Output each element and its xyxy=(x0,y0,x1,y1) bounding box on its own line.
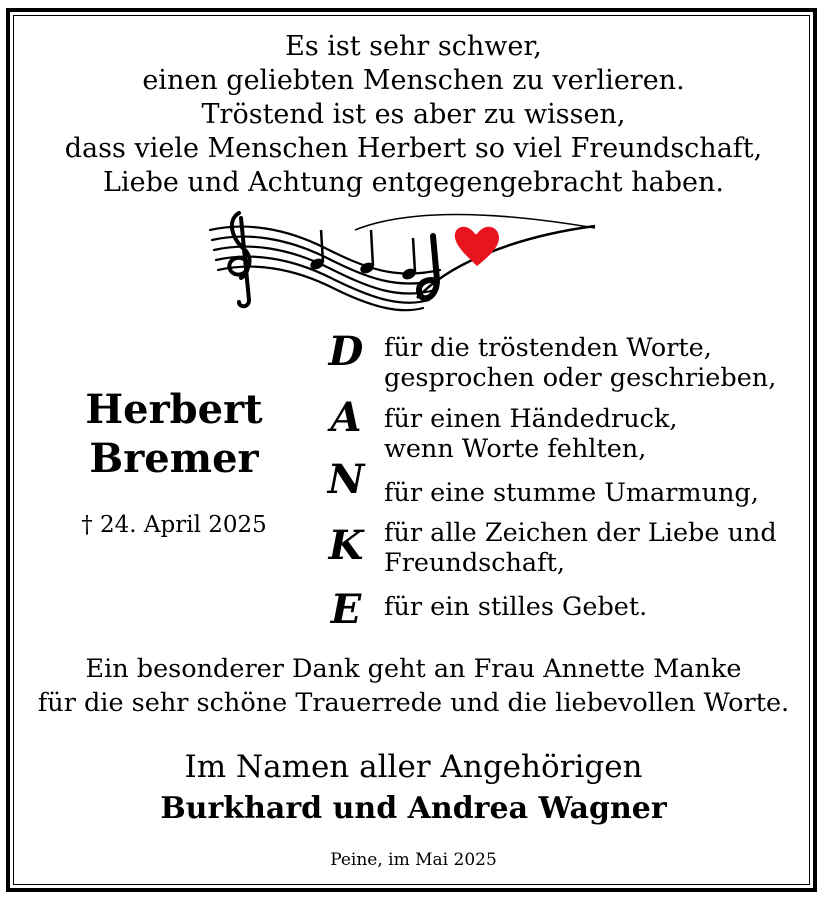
intro-line: Tröstend ist es aber zu wissen, xyxy=(201,99,626,130)
special-thanks-line: für die sehr schöne Trauerrede und die liebevollen Worte. xyxy=(37,688,790,718)
danke-line: für einen Händedruck, xyxy=(384,404,678,434)
last-name: Bremer xyxy=(89,435,259,482)
danke-line: wenn Worte fehlten, xyxy=(384,434,647,464)
signoff-line: Im Namen aller Angehörigen xyxy=(184,749,643,785)
danke-letter-a: A xyxy=(330,394,362,441)
danke-line: für ein stilles Gebet. xyxy=(384,592,648,622)
danke-line: für eine stumme Umarmung, xyxy=(384,478,759,508)
death-date: † 24. April 2025 xyxy=(81,512,267,538)
danke-letter-n: N xyxy=(327,456,365,503)
danke-text-e xyxy=(384,592,647,622)
signoff-names: Burkhard und Andrea Wagner xyxy=(160,791,667,826)
danke-line: Freundschaft, xyxy=(384,548,565,578)
place-date: Peine, im Mai 2025 xyxy=(330,850,497,870)
danke-letter-k: K xyxy=(328,522,364,569)
danke-text-k xyxy=(384,518,777,578)
intro-text xyxy=(20,30,807,200)
danke-letter-d: D xyxy=(328,328,364,375)
intro-line: dass viele Menschen Herbert so viel Freundschaft, xyxy=(64,133,763,164)
danke-line: für die tröstenden Worte, xyxy=(384,333,712,363)
intro-line: Liebe und Achtung entgegengebracht haben. xyxy=(103,167,724,198)
danke-text-n xyxy=(384,478,759,508)
first-name: Herbert xyxy=(85,386,263,433)
intro-line: einen geliebten Menschen zu verlieren. xyxy=(142,65,685,96)
music-notes-heart-icon xyxy=(205,208,600,313)
danke-letter-e: E xyxy=(330,586,362,633)
danke-line: gesprochen oder geschrieben, xyxy=(384,363,777,393)
deceased-name xyxy=(60,385,288,483)
special-thanks xyxy=(15,652,812,720)
intro-line: Es ist sehr schwer, xyxy=(285,31,542,62)
special-thanks-line: Ein besonderer Dank geht an Frau Annette Manke xyxy=(85,654,742,684)
danke-text-d xyxy=(384,333,776,393)
danke-text-a xyxy=(384,404,678,464)
signoff xyxy=(15,746,812,830)
danke-line: für alle Zeichen der Liebe und xyxy=(384,518,777,548)
